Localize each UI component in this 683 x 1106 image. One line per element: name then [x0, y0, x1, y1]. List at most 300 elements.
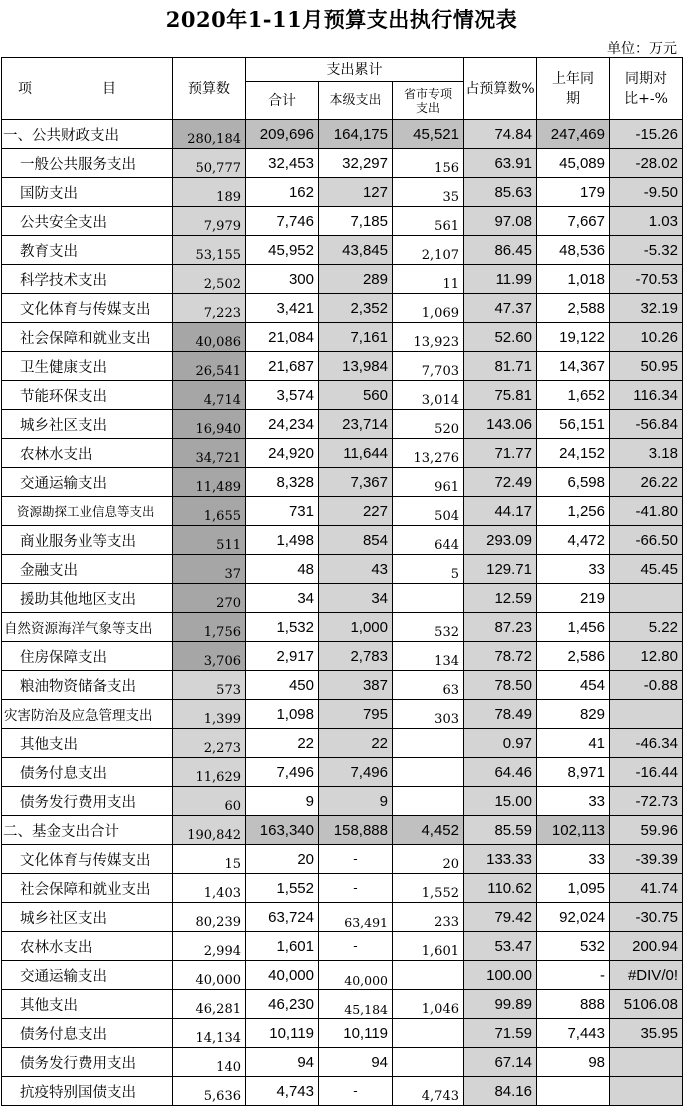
cell-name: 商业服务业等支出 — [2, 526, 173, 555]
cell-pct: 52.60 — [464, 323, 537, 352]
cell-special: 2,107 — [393, 236, 464, 265]
cell-name: 债务付息支出 — [2, 758, 173, 787]
table-row — [2, 294, 683, 323]
cell-pct: 63.91 — [464, 149, 537, 178]
cell-pct: 129.71 — [464, 555, 537, 584]
cell-local: 1,000 — [319, 613, 393, 642]
table-row — [2, 700, 683, 729]
cell-last: 48,536 — [537, 236, 610, 265]
cell-pct: 86.45 — [464, 236, 537, 265]
cell-pct: 84.16 — [464, 1077, 537, 1106]
cell-yoy: -46.34 — [610, 729, 683, 758]
cell-yoy: -41.80 — [610, 497, 683, 526]
cell-name: 其他支出 — [2, 729, 173, 758]
cell-total: 7,746 — [246, 207, 319, 236]
cell-special: 504 — [393, 497, 464, 526]
table-row — [2, 961, 683, 990]
header-budget: 预算数 — [173, 58, 246, 120]
cell-name: 住房保障支出 — [2, 642, 173, 671]
table-row — [2, 816, 683, 845]
cell-local: 560 — [319, 381, 393, 410]
cell-total: 32,453 — [246, 149, 319, 178]
cell-total: 94 — [246, 1048, 319, 1077]
cell-local: 9 — [319, 787, 393, 816]
cell-name: 金融支出 — [2, 555, 173, 584]
cell-budget: 4,714 — [173, 381, 246, 410]
cell-yoy: -70.53 — [610, 265, 683, 294]
cell-name: 债务付息支出 — [2, 1019, 173, 1048]
cell-local: 2,352 — [319, 294, 393, 323]
cell-total: 300 — [246, 265, 319, 294]
cell-name: 农林水支出 — [2, 932, 173, 961]
cell-last: 2,586 — [537, 642, 610, 671]
cell-local: 164,175 — [319, 120, 393, 149]
table-row — [2, 468, 683, 497]
cell-yoy: #DIV/0! — [610, 961, 683, 990]
cell-special: 134 — [393, 642, 464, 671]
cell-total: 3,421 — [246, 294, 319, 323]
cell-last: 33 — [537, 845, 610, 874]
cell-local: 158,888 — [319, 816, 393, 845]
header-total: 合计 — [246, 82, 319, 120]
cell-name: 二、基金支出合计 — [2, 816, 173, 845]
cell-total: 63,724 — [246, 903, 319, 932]
cell-name: 灾害防治及应急管理支出 — [2, 700, 173, 729]
cell-local: 854 — [319, 526, 393, 555]
cell-pct: 47.37 — [464, 294, 537, 323]
cell-name: 城乡社区支出 — [2, 903, 173, 932]
table-row — [2, 410, 683, 439]
cell-name: 资源勘探工业信息等支出 — [2, 497, 173, 526]
cell-pct: 0.97 — [464, 729, 537, 758]
cell-pct: 293.09 — [464, 526, 537, 555]
cell-local: 40,000 — [319, 961, 393, 990]
cell-budget: 40,000 — [173, 961, 246, 990]
cell-local: - — [319, 1077, 393, 1106]
cell-name: 其他支出 — [2, 990, 173, 1019]
table-row — [2, 845, 683, 874]
cell-last: 1,095 — [537, 874, 610, 903]
cell-name: 节能环保支出 — [2, 381, 173, 410]
cell-budget: 573 — [173, 671, 246, 700]
cell-last: 1,256 — [537, 497, 610, 526]
cell-yoy — [610, 1077, 683, 1106]
cell-special: 303 — [393, 700, 464, 729]
cell-special: 156 — [393, 149, 464, 178]
cell-last: 829 — [537, 700, 610, 729]
cell-name: 交通运输支出 — [2, 468, 173, 497]
cell-special: 532 — [393, 613, 464, 642]
cell-yoy — [610, 584, 683, 613]
cell-local: 7,185 — [319, 207, 393, 236]
table-row — [2, 381, 683, 410]
cell-name: 公共安全支出 — [2, 207, 173, 236]
cell-last: 24,152 — [537, 439, 610, 468]
cell-name: 卫生健康支出 — [2, 352, 173, 381]
cell-total: 7,496 — [246, 758, 319, 787]
table-row — [2, 1077, 683, 1106]
cell-special: 13,276 — [393, 439, 464, 468]
cell-last: 7,667 — [537, 207, 610, 236]
cell-special: 13,923 — [393, 323, 464, 352]
cell-yoy: 26.22 — [610, 468, 683, 497]
cell-yoy: -16.44 — [610, 758, 683, 787]
header-special-label: 省市专项支出 — [403, 86, 452, 115]
cell-budget: 60 — [173, 787, 246, 816]
cell-name: 文化体育与传媒支出 — [2, 845, 173, 874]
cell-total: 1,098 — [246, 700, 319, 729]
cell-local: 11,644 — [319, 439, 393, 468]
cell-total: 1,601 — [246, 932, 319, 961]
cell-pct: 75.81 — [464, 381, 537, 410]
cell-name: 抗疫特别国债支出 — [2, 1077, 173, 1106]
cell-pct: 15.00 — [464, 787, 537, 816]
cell-special — [393, 1048, 464, 1077]
cell-local: - — [319, 874, 393, 903]
cell-pct: 44.17 — [464, 497, 537, 526]
cell-total: 48 — [246, 555, 319, 584]
cell-name: 科学技术支出 — [2, 265, 173, 294]
cell-special — [393, 758, 464, 787]
table-row — [2, 903, 683, 932]
cell-budget: 26,541 — [173, 352, 246, 381]
cell-local: 43 — [319, 555, 393, 584]
table-body — [2, 120, 683, 1106]
table-row — [2, 497, 683, 526]
cell-yoy: 5106.08 — [610, 990, 683, 1019]
cell-budget: 34,721 — [173, 439, 246, 468]
cell-pct: 79.42 — [464, 903, 537, 932]
cell-budget: 3,706 — [173, 642, 246, 671]
cell-local: 7,496 — [319, 758, 393, 787]
cell-budget: 1,403 — [173, 874, 246, 903]
cell-special: 5 — [393, 555, 464, 584]
cell-budget: 46,281 — [173, 990, 246, 1019]
table-row — [2, 671, 683, 700]
cell-special — [393, 961, 464, 990]
cell-budget: 11,489 — [173, 468, 246, 497]
cell-local: 2,783 — [319, 642, 393, 671]
cell-local: 32,297 — [319, 149, 393, 178]
cell-name: 债务发行费用支出 — [2, 1048, 173, 1077]
cell-budget: 1,756 — [173, 613, 246, 642]
cell-total: 4,743 — [246, 1077, 319, 1106]
cell-pct: 100.00 — [464, 961, 537, 990]
cell-yoy: -30.75 — [610, 903, 683, 932]
cell-budget: 16,940 — [173, 410, 246, 439]
cell-yoy: -15.26 — [610, 120, 683, 149]
cell-yoy: -66.50 — [610, 526, 683, 555]
cell-budget: 2,273 — [173, 729, 246, 758]
cell-total: 1,552 — [246, 874, 319, 903]
cell-yoy: -72.73 — [610, 787, 683, 816]
cell-total: 3,574 — [246, 381, 319, 410]
cell-last: 1,018 — [537, 265, 610, 294]
cell-local: 127 — [319, 178, 393, 207]
cell-pct: 67.14 — [464, 1048, 537, 1077]
table-row — [2, 787, 683, 816]
cell-last: 179 — [537, 178, 610, 207]
cell-local: 43,845 — [319, 236, 393, 265]
cell-pct: 12.59 — [464, 584, 537, 613]
page-title: 2020年1-11月预算支出执行情况表 — [165, 7, 518, 32]
header-pct — [464, 58, 537, 120]
table-row — [2, 758, 683, 787]
table-row — [2, 729, 683, 758]
cell-budget: 7,979 — [173, 207, 246, 236]
cell-special: 644 — [393, 526, 464, 555]
cell-total: 10,119 — [246, 1019, 319, 1048]
cell-budget: 2,994 — [173, 932, 246, 961]
cell-local: 34 — [319, 584, 393, 613]
cell-local: 795 — [319, 700, 393, 729]
table-row — [2, 323, 683, 352]
cell-yoy: 12.80 — [610, 642, 683, 671]
cell-local: 23,714 — [319, 410, 393, 439]
table-row — [2, 236, 683, 265]
cell-name: 社会保障和就业支出 — [2, 323, 173, 352]
cell-yoy: 50.95 — [610, 352, 683, 381]
cell-last: - — [537, 961, 610, 990]
table-row — [2, 1048, 683, 1077]
cell-pct: 78.49 — [464, 700, 537, 729]
cell-total: 731 — [246, 497, 319, 526]
table-row — [2, 439, 683, 468]
cell-yoy: -56.84 — [610, 410, 683, 439]
table-row — [2, 613, 683, 642]
cell-budget: 15 — [173, 845, 246, 874]
cell-name: 粮油物资储备支出 — [2, 671, 173, 700]
cell-last: 102,113 — [537, 816, 610, 845]
cell-budget: 140 — [173, 1048, 246, 1077]
cell-yoy: -39.39 — [610, 845, 683, 874]
cell-last: 45,089 — [537, 149, 610, 178]
table-row — [2, 352, 683, 381]
cell-last: 14,367 — [537, 352, 610, 381]
cell-budget: 270 — [173, 584, 246, 613]
table-row — [2, 178, 683, 207]
cell-pct: 71.77 — [464, 439, 537, 468]
cell-last: 219 — [537, 584, 610, 613]
cell-budget: 80,239 — [173, 903, 246, 932]
cell-pct: 87.23 — [464, 613, 537, 642]
cell-special: 7,703 — [393, 352, 464, 381]
cell-local: 45,184 — [319, 990, 393, 1019]
cell-yoy: 10.26 — [610, 323, 683, 352]
cell-last: 1,456 — [537, 613, 610, 642]
cell-budget: 1,655 — [173, 497, 246, 526]
table-row — [2, 584, 683, 613]
cell-special: 4,743 — [393, 1077, 464, 1106]
cell-last: 98 — [537, 1048, 610, 1077]
cell-last: 1,652 — [537, 381, 610, 410]
table-row — [2, 990, 683, 1019]
cell-budget: 2,502 — [173, 265, 246, 294]
cell-total: 40,000 — [246, 961, 319, 990]
cell-special — [393, 1019, 464, 1048]
header-last-year — [537, 58, 610, 120]
cell-budget: 11,629 — [173, 758, 246, 787]
cell-pct: 81.71 — [464, 352, 537, 381]
cell-total: 20 — [246, 845, 319, 874]
header-last-year-label: 上年同期 — [552, 70, 594, 107]
cell-last: 4,472 — [537, 526, 610, 555]
cell-yoy: -28.02 — [610, 149, 683, 178]
header-yoy-label: 同期对比+-% — [624, 70, 668, 107]
cell-total: 1,498 — [246, 526, 319, 555]
cell-yoy — [610, 700, 683, 729]
cell-pct: 97.08 — [464, 207, 537, 236]
cell-last: 92,024 — [537, 903, 610, 932]
cell-name: 教育支出 — [2, 236, 173, 265]
cell-special: 520 — [393, 410, 464, 439]
cell-pct: 53.47 — [464, 932, 537, 961]
cell-budget: 511 — [173, 526, 246, 555]
cell-total: 163,340 — [246, 816, 319, 845]
cell-total: 9 — [246, 787, 319, 816]
cell-special — [393, 584, 464, 613]
cell-special: 11 — [393, 265, 464, 294]
header-yoy — [610, 58, 683, 120]
cell-last: 7,443 — [537, 1019, 610, 1048]
cell-yoy: -5.32 — [610, 236, 683, 265]
cell-budget: 5,636 — [173, 1077, 246, 1106]
cell-pct: 85.59 — [464, 816, 537, 845]
cell-special: 1,601 — [393, 932, 464, 961]
cell-local: 7,161 — [319, 323, 393, 352]
cell-yoy: 41.74 — [610, 874, 683, 903]
cell-special: 45,521 — [393, 120, 464, 149]
cell-local: 289 — [319, 265, 393, 294]
cell-local: - — [319, 932, 393, 961]
header-item-label: 项 目 — [18, 80, 116, 97]
cell-pct: 78.50 — [464, 671, 537, 700]
cell-pct: 71.59 — [464, 1019, 537, 1048]
cell-special: 20 — [393, 845, 464, 874]
cell-total: 22 — [246, 729, 319, 758]
cell-total: 450 — [246, 671, 319, 700]
cell-total: 8,328 — [246, 468, 319, 497]
cell-last: 454 — [537, 671, 610, 700]
cell-total: 24,920 — [246, 439, 319, 468]
cell-name: 自然资源海洋气象等支出 — [2, 613, 173, 642]
cell-budget: 40,086 — [173, 323, 246, 352]
cell-yoy: 200.94 — [610, 932, 683, 961]
cell-yoy: 32.19 — [610, 294, 683, 323]
cell-budget: 189 — [173, 178, 246, 207]
header-local: 本级支出 — [319, 82, 393, 120]
cell-total: 209,696 — [246, 120, 319, 149]
cell-special — [393, 729, 464, 758]
cell-special: 3,014 — [393, 381, 464, 410]
cell-local: 22 — [319, 729, 393, 758]
cell-last: 6,598 — [537, 468, 610, 497]
cell-budget: 50,777 — [173, 149, 246, 178]
cell-local: 63,491 — [319, 903, 393, 932]
cell-special: 1,552 — [393, 874, 464, 903]
cell-budget: 53,155 — [173, 236, 246, 265]
cell-yoy: 3.18 — [610, 439, 683, 468]
cell-total: 24,234 — [246, 410, 319, 439]
cell-last: 2,588 — [537, 294, 610, 323]
header-item — [2, 58, 173, 120]
cell-special: 63 — [393, 671, 464, 700]
cell-local: 10,119 — [319, 1019, 393, 1048]
table-row — [2, 555, 683, 584]
cell-total: 21,084 — [246, 323, 319, 352]
cell-budget: 14,134 — [173, 1019, 246, 1048]
table-row — [2, 932, 683, 961]
cell-special: 1,046 — [393, 990, 464, 1019]
cell-yoy: -9.50 — [610, 178, 683, 207]
cell-total: 34 — [246, 584, 319, 613]
cell-special: 961 — [393, 468, 464, 497]
cell-last: 19,122 — [537, 323, 610, 352]
cell-total: 162 — [246, 178, 319, 207]
cell-total: 1,532 — [246, 613, 319, 642]
cell-last: 33 — [537, 555, 610, 584]
cell-name: 交通运输支出 — [2, 961, 173, 990]
table-row — [2, 265, 683, 294]
cell-budget: 37 — [173, 555, 246, 584]
budget-table — [1, 57, 683, 1106]
cell-name: 债务发行费用支出 — [2, 787, 173, 816]
cell-last — [537, 1077, 610, 1106]
cell-yoy: 45.45 — [610, 555, 683, 584]
cell-total: 2,917 — [246, 642, 319, 671]
cell-special — [393, 787, 464, 816]
cell-pct: 143.06 — [464, 410, 537, 439]
cell-yoy: -0.88 — [610, 671, 683, 700]
cell-pct: 133.33 — [464, 845, 537, 874]
cell-total: 46,230 — [246, 990, 319, 1019]
table-row — [2, 149, 683, 178]
cell-total: 21,687 — [246, 352, 319, 381]
cell-pct: 72.49 — [464, 468, 537, 497]
cell-special: 35 — [393, 178, 464, 207]
table-row — [2, 874, 683, 903]
cell-yoy — [610, 1048, 683, 1077]
cell-local: 387 — [319, 671, 393, 700]
cell-yoy: 1.03 — [610, 207, 683, 236]
cell-pct: 110.62 — [464, 874, 537, 903]
cell-budget: 1,399 — [173, 700, 246, 729]
cell-yoy: 5.22 — [610, 613, 683, 642]
cell-pct: 64.46 — [464, 758, 537, 787]
cell-special: 561 — [393, 207, 464, 236]
cell-last: 41 — [537, 729, 610, 758]
header-cumulative: 支出累计 — [246, 58, 464, 82]
cell-local: 94 — [319, 1048, 393, 1077]
cell-pct: 99.89 — [464, 990, 537, 1019]
cell-name: 一、公共财政支出 — [2, 120, 173, 149]
cell-special: 4,452 — [393, 816, 464, 845]
cell-name: 农林水支出 — [2, 439, 173, 468]
cell-pct: 74.84 — [464, 120, 537, 149]
table-row — [2, 120, 683, 149]
table-row — [2, 642, 683, 671]
cell-pct: 85.63 — [464, 178, 537, 207]
cell-local: 7,367 — [319, 468, 393, 497]
cell-last: 33 — [537, 787, 610, 816]
cell-pct: 11.99 — [464, 265, 537, 294]
cell-name: 国防支出 — [2, 178, 173, 207]
cell-yoy: 35.95 — [610, 1019, 683, 1048]
cell-name: 文化体育与传媒支出 — [2, 294, 173, 323]
cell-last: 247,469 — [537, 120, 610, 149]
cell-last: 532 — [537, 932, 610, 961]
cell-total: 45,952 — [246, 236, 319, 265]
